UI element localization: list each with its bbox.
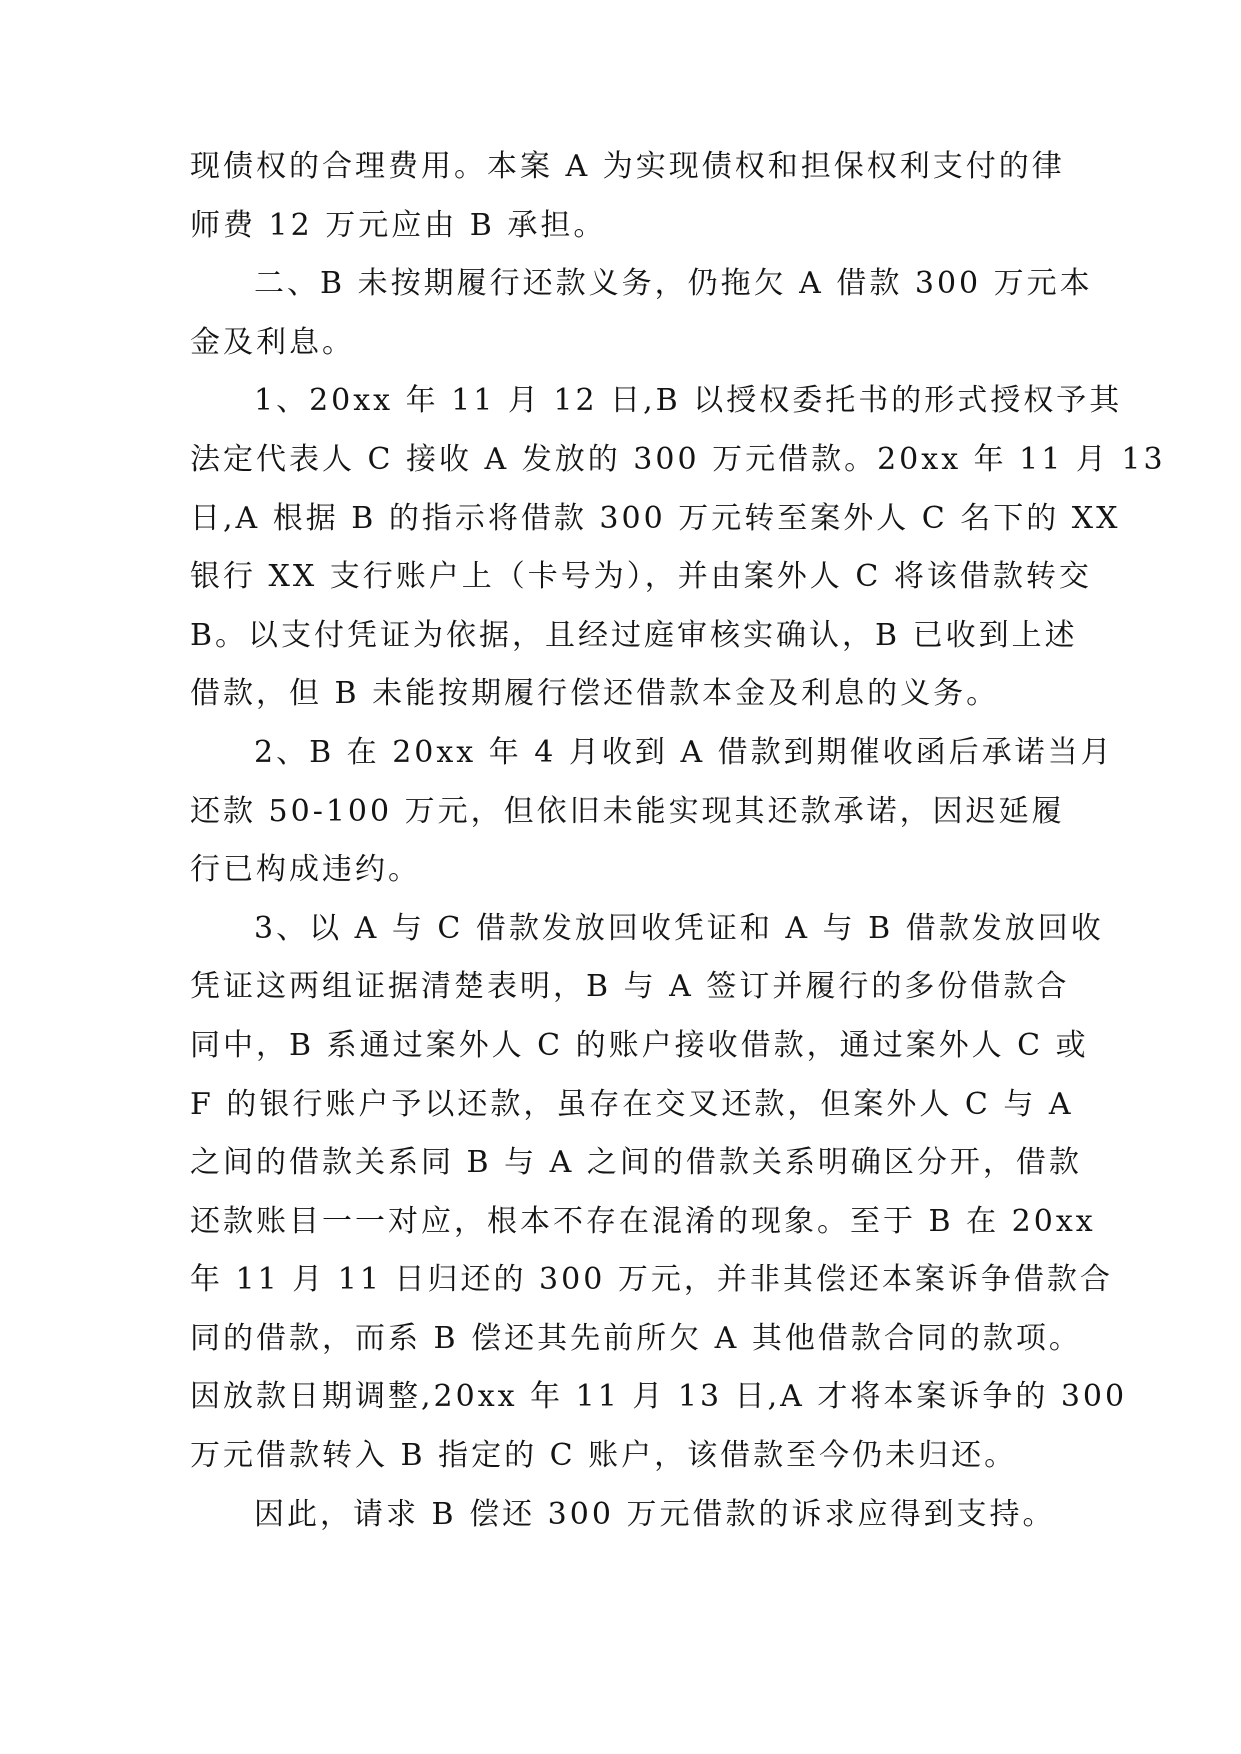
paragraph-line: 还款 50-100 万元，但依旧未能实现其还款承诺，因迟延履	[190, 793, 1065, 829]
paragraph-line: 3、以 A 与 C 借款发放回收凭证和 A 与 B 借款发放回收	[254, 910, 1104, 946]
paragraph-line: 之间的借款关系同 B 与 A 之间的借款关系明确区分开，借款	[190, 1145, 1082, 1181]
document-body	[190, 148, 1166, 1554]
paragraph-line: 年 11 月 11 日归还的 300 万元，并非其偿还本案诉争借款合	[190, 1262, 1113, 1298]
paragraph-line: 1、20xx 年 11 月 12 日,B 以授权委托书的形式授权予其	[254, 383, 1123, 419]
paragraph-line: 凭证这两组证据清楚表明，B 与 A 签订并履行的多份借款合	[190, 969, 1070, 1005]
paragraph-line: 还款账目一一对应，根本不存在混淆的现象。至于 B 在 20xx	[190, 1203, 1096, 1239]
paragraph-line: 同的借款，而系 B 偿还其先前所欠 A 其他借款合同的款项。	[190, 1320, 1082, 1356]
paragraph-line: 师费 12 万元应由 B 承担。	[190, 207, 607, 243]
paragraph-line: 借款，但 B 未能按期履行偿还借款本金及利息的义务。	[190, 676, 1000, 712]
paragraph-line: F 的银行账户予以还款，虽存在交叉还款，但案外人 C 与 A	[190, 1086, 1074, 1122]
paragraph-line: 万元借款转入 B 指定的 C 账户，该借款至今仍未归还。	[190, 1438, 1018, 1474]
paragraph-line: 因此，请求 B 偿还 300 万元借款的诉求应得到支持。	[254, 1496, 1056, 1532]
paragraph-line: 二、B 未按期履行还款义务，仍拖欠 A 借款 300 万元本	[254, 266, 1093, 302]
paragraph-line: 同中，B 系通过案外人 C 的账户接收借款，通过案外人 C 或	[190, 1027, 1089, 1063]
paragraph-line: 银行 XX 支行账户上（卡号为），并由案外人 C 将该借款转交	[190, 559, 1092, 595]
paragraph-line: B。以支付凭证为依据，且经过庭审核实确认，B 已收到上述	[190, 617, 1078, 653]
paragraph-line: 因放款日期调整,20xx 年 11 月 13 日,A 才将本案诉争的 300	[190, 1379, 1128, 1415]
paragraph-line: 金及利息。	[190, 324, 355, 360]
paragraph-line: 现债权的合理费用。本案 A 为实现债权和担保权利支付的律	[190, 149, 1065, 184]
paragraph-line: 行已构成违约。	[190, 852, 421, 888]
paragraph-line: 日,A 根据 B 的指示将借款 300 万元转至案外人 C 名下的 XX	[190, 500, 1121, 536]
paragraph-line: 2、B 在 20xx 年 4 月收到 A 借款到期催收函后承诺当月	[254, 734, 1114, 770]
paragraph-line: 法定代表人 C 接收 A 发放的 300 万元借款。20xx 年 11 月 13	[190, 441, 1166, 477]
